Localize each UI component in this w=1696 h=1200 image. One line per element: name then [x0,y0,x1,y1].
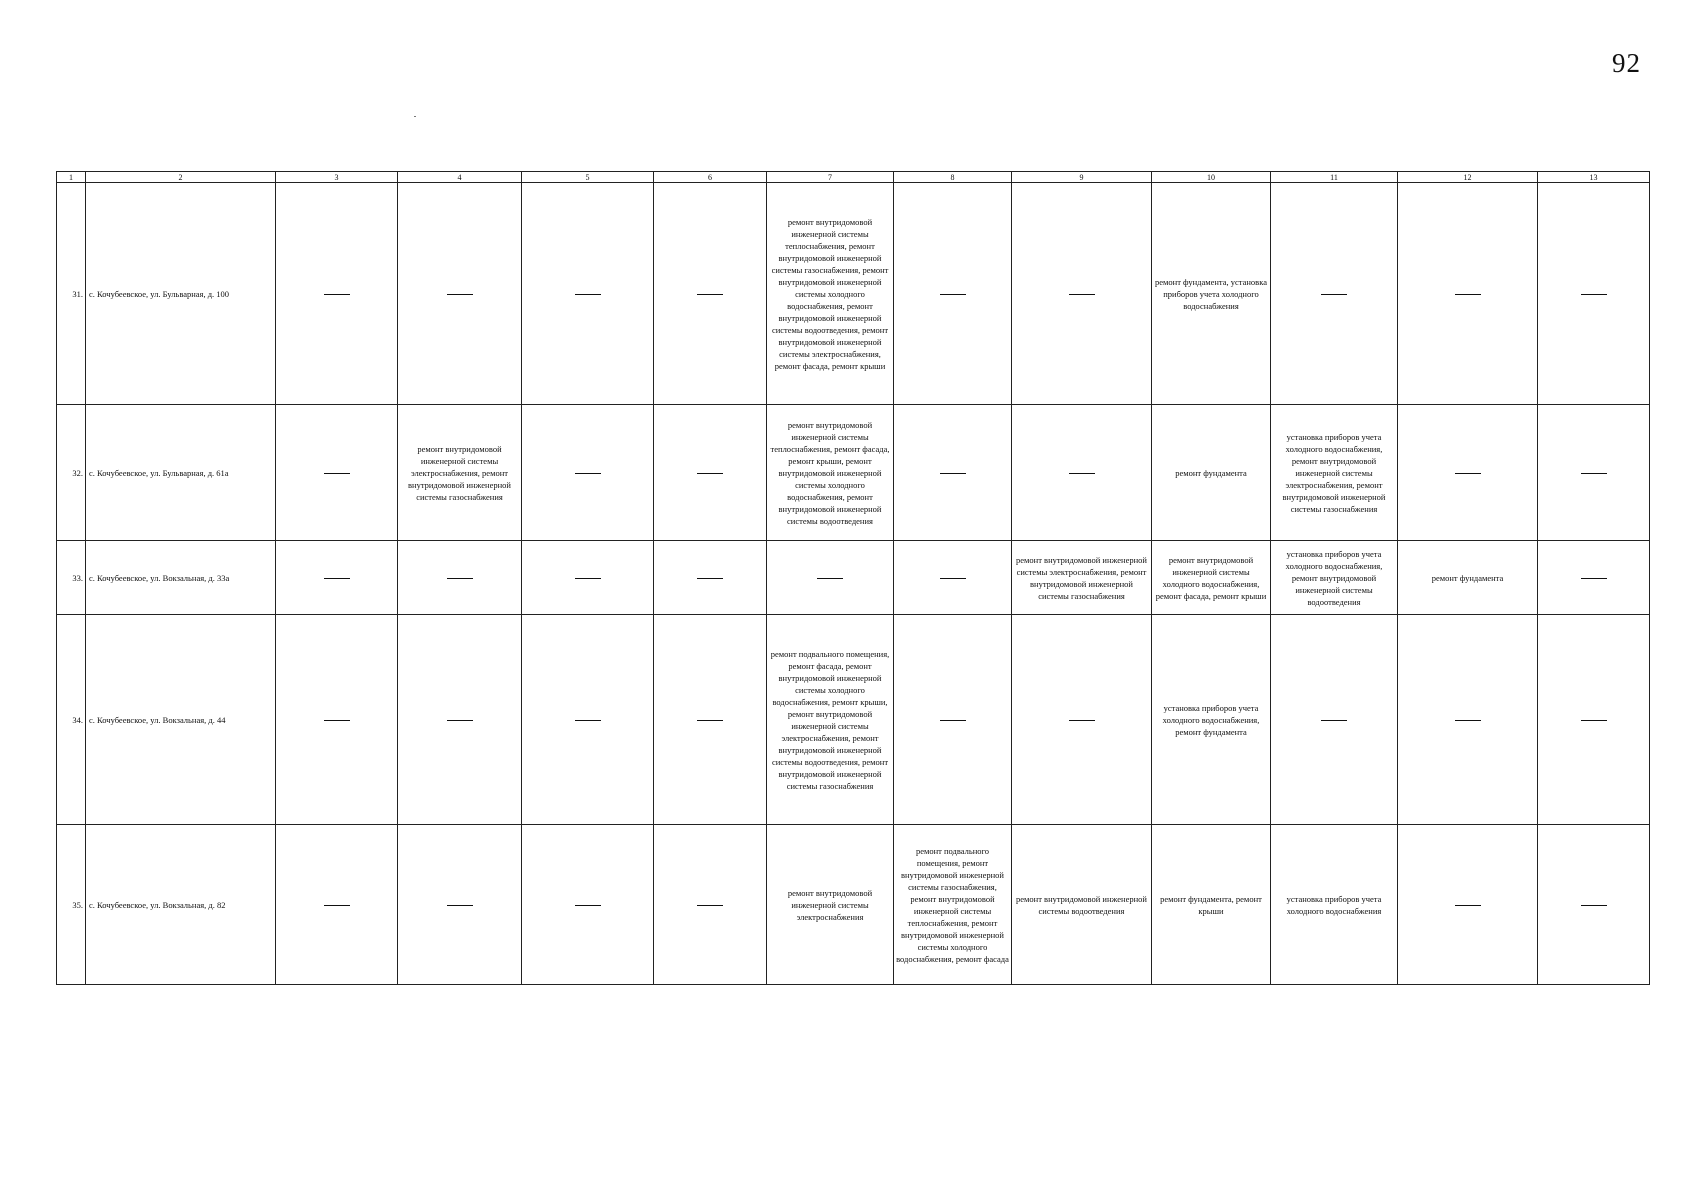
empty-cell-dash [398,825,522,985]
work-description-cell: ремонт внутридомовой инженерной системы электроснабжения, ремонт внутридомовой инженерной системы газоснабжения [1012,541,1152,615]
address-cell: с. Кочубеевское, ул. Вокзальная, д. 82 [86,825,276,985]
empty-cell-dash [654,825,767,985]
empty-cell-dash [767,541,894,615]
table-row [57,541,1650,615]
empty-cell-dash [522,183,654,405]
work-description-cell: ремонт внутридомовой инженерной системы теплоснабжения, ремонт фасада, ремонт крыши, ремонт внутридомовой инженерной системы холодного водоснабжения, ремонт внутридомовой инженерной системы водоотведения [767,405,894,541]
column-header: 9 [1012,172,1152,183]
column-header: 10 [1152,172,1271,183]
empty-cell-dash [522,405,654,541]
column-header: 3 [276,172,398,183]
column-header: 12 [1398,172,1538,183]
empty-cell-dash [1012,183,1152,405]
empty-cell-dash [1398,183,1538,405]
address-cell: с. Кочубеевское, ул. Вокзальная, д. 44 [86,615,276,825]
empty-cell-dash [522,825,654,985]
empty-cell-dash [398,541,522,615]
empty-cell-dash [1012,405,1152,541]
empty-cell-dash [276,405,398,541]
address-cell: с. Кочубеевское, ул. Вокзальная, д. 33а [86,541,276,615]
empty-cell-dash [1271,615,1398,825]
work-description-cell: ремонт подвального помещения, ремонт фасада, ремонт внутридомовой инженерной системы холодного водоснабжения, ремонт крыши, ремонт внутридомовой инженерной системы электроснабжения, ремонт внутридомовой инженерной системы водоотведения, ремонт внутридомовой инженерной системы газоснабжения [767,615,894,825]
work-description-cell: ремонт фундамента [1398,541,1538,615]
column-header: 6 [654,172,767,183]
column-header: 11 [1271,172,1398,183]
empty-cell-dash [1538,405,1650,541]
page-number: 92 [1612,48,1641,78]
empty-cell-dash [1271,183,1398,405]
column-header: 2 [86,172,276,183]
work-description-cell: ремонт внутридомовой инженерной системы холодного водоснабжения, ремонт фасада, ремонт крыши [1152,541,1271,615]
work-description-cell: установка приборов учета холодного водоснабжения, ремонт внутридомовой инженерной системы электроснабжения, ремонт внутридомовой инженерной системы газоснабжения [1271,405,1398,541]
empty-cell-dash [654,541,767,615]
empty-cell-dash [654,615,767,825]
table-row [57,405,1650,541]
empty-cell-dash [276,183,398,405]
empty-cell-dash [1012,615,1152,825]
table-row [57,615,1650,825]
empty-cell-dash [654,405,767,541]
empty-cell-dash [1398,825,1538,985]
scan-speck [414,116,416,117]
work-description-cell: ремонт внутридомовой инженерной системы электроснабжения, ремонт внутридомовой инженерной системы газоснабжения [398,405,522,541]
column-header: 7 [767,172,894,183]
empty-cell-dash [1538,825,1650,985]
column-header: 8 [894,172,1012,183]
column-number-row [57,172,1650,183]
empty-cell-dash [654,183,767,405]
empty-cell-dash [1538,183,1650,405]
work-description-cell: ремонт фундамента [1152,405,1271,541]
empty-cell-dash [1398,615,1538,825]
column-header: 5 [522,172,654,183]
row-number: 32. [57,405,86,541]
empty-cell-dash [522,541,654,615]
work-description-cell: ремонт подвального помещения, ремонт внутридомовой инженерной системы газоснабжения, ремонт внутридомовой инженерной системы теплоснабжения, ремонт внутридомовой инженерной системы холодного водоснабжения, ремонт фасада [894,825,1012,985]
column-header: 13 [1538,172,1650,183]
empty-cell-dash [1538,541,1650,615]
empty-cell-dash [1398,405,1538,541]
work-description-cell: ремонт внутридомовой инженерной системы водоотведения [1012,825,1152,985]
address-cell: с. Кочубеевское, ул. Бульварная, д. 61а [86,405,276,541]
work-description-cell: ремонт внутридомовой инженерной системы электроснабжения [767,825,894,985]
work-description-cell: ремонт фундамента, установка приборов учета холодного водоснабжения [1152,183,1271,405]
column-header: 4 [398,172,522,183]
empty-cell-dash [522,615,654,825]
empty-cell-dash [276,825,398,985]
work-description-cell: ремонт внутридомовой инженерной системы теплоснабжения, ремонт внутридомовой инженерной системы газоснабжения, ремонт внутридомовой инженерной системы холодного водоснабжения, ремонт внутридомовой инженерной системы водоотведения, ремонт внутридомовой инженерной системы электроснабжения, ремонт фасада, ремонт крыши [767,183,894,405]
work-description-cell: установка приборов учета холодного водоснабжения, ремонт фундамента [1152,615,1271,825]
empty-cell-dash [894,541,1012,615]
empty-cell-dash [398,615,522,825]
row-number: 31. [57,183,86,405]
empty-cell-dash [276,541,398,615]
column-header: 1 [57,172,86,183]
table-row [57,183,1650,405]
empty-cell-dash [1538,615,1650,825]
work-description-cell: ремонт фундамента, ремонт крыши [1152,825,1271,985]
work-description-cell: установка приборов учета холодного водоснабжения [1271,825,1398,985]
repair-schedule-table [56,171,1650,985]
row-number: 35. [57,825,86,985]
empty-cell-dash [894,615,1012,825]
empty-cell-dash [894,183,1012,405]
address-cell: с. Кочубеевское, ул. Бульварная, д. 100 [86,183,276,405]
row-number: 33. [57,541,86,615]
work-description-cell: установка приборов учета холодного водоснабжения, ремонт внутридомовой инженерной системы водоотведения [1271,541,1398,615]
empty-cell-dash [276,615,398,825]
empty-cell-dash [894,405,1012,541]
row-number: 34. [57,615,86,825]
empty-cell-dash [398,183,522,405]
table-row [57,825,1650,985]
